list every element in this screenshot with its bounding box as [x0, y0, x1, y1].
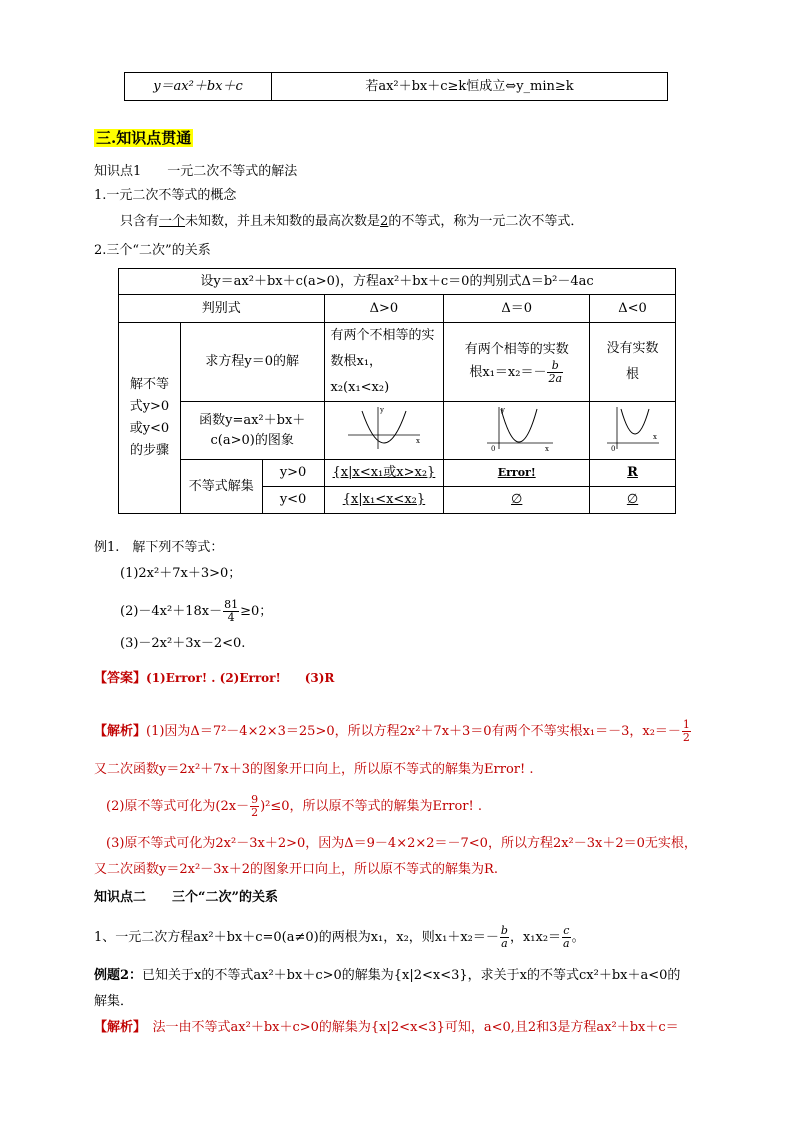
answer-line: 【答案】(1)Error! . (2)Error! (3)R — [94, 671, 335, 686]
graph-no-root — [590, 402, 676, 460]
steps-label: 解不等式y>0或y<0的步骤 — [119, 323, 181, 514]
col-delta-gt0: Δ>0 — [324, 295, 444, 323]
parabola-two-roots-graph — [344, 403, 424, 453]
example-2-line-1: 例题2：已知关于x的不等式ax²＋bx＋c>0的解集为{x|2<x<3}，求关于x的不等式cx²＋bx＋a<0的 — [94, 968, 681, 983]
svg-text:0: 0 — [490, 444, 496, 453]
table-header: 设y＝ax²＋bx＋c(a>0)，方程ax²＋bx＋c＝0的判别式Δ＝b²－4ac — [119, 269, 676, 295]
definition-paragraph: 只含有一个未知数，并且未知数的最高次数是2的不等式，称为一元二次不等式． — [120, 214, 584, 229]
example-1-title: 例1. 解下列不等式： — [94, 540, 224, 555]
example-2-line-2: 解集． — [94, 994, 134, 1009]
sol-gt-double-root: Error! — [444, 460, 590, 487]
example-1-part-3: (3)－2x²＋3x－2<0. — [120, 636, 246, 651]
vieta-line: 1、一元二次方程ax²＋bx＋c=0(a≠0)的两根为x₁，x₂，则x₁＋x₂＝－ $\frac{b}{a}$ ，x₁x₂＝ $\frac{c}{a}$ 。 — [94, 924, 585, 950]
svg-text:x: x — [544, 444, 549, 453]
item-1-heading: 1.一元二次不等式的概念 — [94, 188, 237, 203]
eq-two-roots: 有两个不相等的实数根x₁，x₂(x₁<x₂) — [324, 323, 444, 402]
top-table-left: y＝ax²＋bx＋c — [125, 73, 272, 101]
discriminant-label: 判别式 — [119, 295, 325, 323]
item-2-heading: 2.三个“二次”的关系 — [94, 243, 211, 258]
svg-text:x: x — [652, 432, 657, 441]
y-gt0-label: y>0 — [262, 460, 324, 487]
example-1-part-1: (1)2x²＋7x＋3>0； — [120, 566, 242, 581]
parabola-no-root-graph — [603, 403, 663, 453]
knowledge-point-2-title: 知识点二 三个“二次”的关系 — [94, 890, 278, 905]
sol-lt-no-root: ∅ — [590, 487, 676, 514]
sol-gt-no-root: R — [590, 460, 676, 487]
three-quadratics-table — [118, 268, 676, 514]
top-table-right: 若ax²＋bx＋c≥k恒成立⇔y_min≥k — [272, 73, 668, 101]
example-1-part-2: (2)－4x²＋18x－ $\frac{81}{4}$ ≥0； — [120, 598, 273, 624]
knowledge-point-1: 知识点1 一元二次不等式的解法 — [94, 164, 298, 179]
graph-two-roots — [324, 402, 444, 460]
svg-text:x: x — [415, 436, 420, 445]
svg-text:y: y — [379, 405, 384, 414]
eq-double-root: 有两个相等的实数 根x₁＝x₂＝－ $\frac{b}{2a}$ — [444, 323, 590, 402]
sol-gt-two-roots: {x|x<x₁或x>x₂} — [324, 460, 444, 487]
y-lt0-label: y<0 — [262, 487, 324, 514]
row-graph-label: 函数y=ax²＋bx＋c(a>0)的图象 — [180, 402, 324, 460]
example-2-analysis: 【解析】 法一由不等式ax²＋bx＋c>0的解集为{x|2<x<3}可知，a<0,且2和3是方程ax²＋bx＋c＝ — [94, 1020, 679, 1035]
eq-no-root: 没有实数根 — [590, 323, 676, 402]
row-equation-label: 求方程y＝0的解 — [180, 323, 324, 402]
col-delta-eq0: Δ＝0 — [444, 295, 590, 323]
analysis-3-line-2: 又二次函数y＝2x²－3x＋2的图象开口向上，所以原不等式的解集为R. — [94, 862, 498, 877]
parabola-double-root-graph — [477, 403, 557, 453]
analysis-3-line-1: (3)原不等式可化为2x²－3x＋2>0，因为Δ＝9－4×2×2＝－7<0，所以方程2x²－3x＋2＝0无实根， — [106, 836, 697, 851]
top-table — [124, 72, 668, 101]
col-delta-lt0: Δ<0 — [590, 295, 676, 323]
analysis-2: (2)原不等式可化为(2x－ $\frac{9}{2}$ )²≤0，所以原不等式的解集为Error! . — [106, 793, 483, 819]
svg-text:y: y — [500, 405, 505, 414]
sol-lt-two-roots: {x|x₁<x<x₂} — [324, 487, 444, 514]
analysis-1-line-1: 【解析】(1)因为Δ＝7²－4×2×3＝25>0，所以方程2x²＋7x＋3＝0有两个不等实根x₁＝－3，x₂＝－ $\frac{1}{2}$ — [94, 718, 690, 744]
row-solution-label: 不等式解集 — [180, 460, 262, 514]
section-title: 三.知识点贯通 — [96, 129, 192, 147]
svg-text:0: 0 — [610, 444, 615, 453]
graph-double-root — [444, 402, 590, 460]
sol-lt-double-root: ∅ — [444, 487, 590, 514]
analysis-1-line-2: 又二次函数y＝2x²＋7x＋3的图象开口向上，所以原不等式的解集为Error! . — [94, 762, 534, 777]
